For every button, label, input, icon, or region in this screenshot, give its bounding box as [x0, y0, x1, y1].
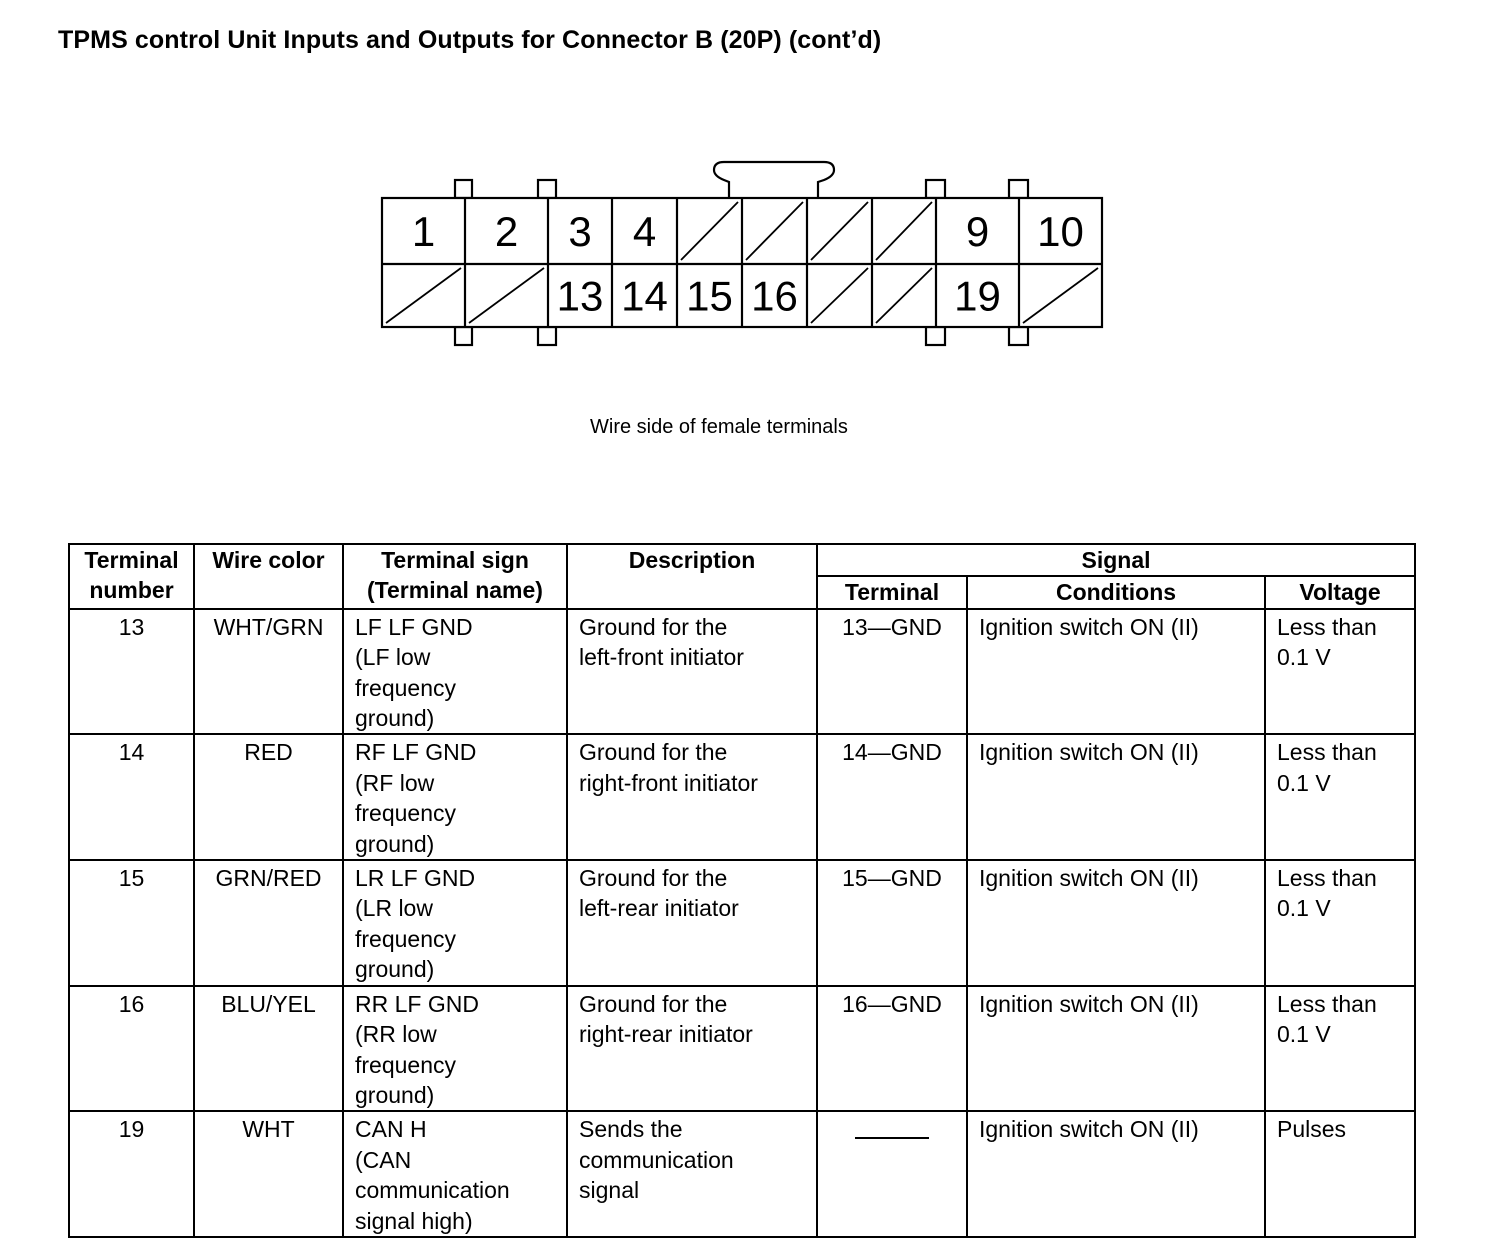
- cell-terminal-sign: [343, 734, 567, 860]
- connector-tab-top: [1009, 180, 1028, 198]
- cell-terminal-sign-line: ground): [355, 705, 435, 732]
- header-signal: Signal: [817, 544, 1415, 576]
- connector-tab-bottom: [455, 327, 472, 345]
- cell-description: [567, 609, 817, 735]
- cell-terminal-sign-line: (RR low: [355, 1021, 437, 1048]
- cell-terminal-sign-line: LR LF GND: [355, 865, 476, 892]
- cell-terminal-number: 16: [69, 986, 194, 1112]
- cell-description: [567, 986, 817, 1112]
- cell-voltage: [1265, 860, 1415, 986]
- connector-tab-top: [538, 180, 556, 198]
- cell-terminal-sign-line: frequency: [355, 1051, 457, 1078]
- cell-description-line: communication: [579, 1146, 734, 1173]
- terminal-label: 2: [494, 208, 519, 255]
- cell-voltage: [1265, 734, 1415, 860]
- cell-terminal-sign-line: ground): [355, 830, 435, 857]
- cell-signal-terminal: 13—GND: [817, 609, 967, 735]
- cell-terminal-sign-line: (CAN: [355, 1146, 412, 1173]
- cell-conditions: Ignition switch ON (II): [967, 860, 1265, 986]
- connector-tab-top: [926, 180, 945, 198]
- cell-wire-color: BLU/YEL: [194, 986, 343, 1112]
- cell-voltage: [1265, 1111, 1415, 1237]
- terminal-label: 13: [556, 272, 604, 320]
- connector-tab-bottom: [1009, 327, 1028, 345]
- cell-terminal-sign-line: ground): [355, 956, 435, 983]
- cell-voltage-line: 0.1 V: [1277, 644, 1331, 671]
- header-terminal-sign: Terminal sign (Terminal name): [343, 544, 567, 609]
- table-row: [69, 734, 1415, 860]
- terminal-label: 3: [568, 208, 592, 255]
- cell-terminal-sign-line: (LF low: [355, 644, 431, 671]
- cell-terminal-sign: [343, 986, 567, 1112]
- cell-terminal-sign-line: ground): [355, 1081, 435, 1108]
- terminal-label: 14: [621, 272, 668, 320]
- cell-description: [567, 860, 817, 986]
- header-terminal-number: Terminal number: [69, 544, 194, 609]
- cell-voltage-line: Less than: [1277, 865, 1377, 892]
- cell-terminal-sign-line: (RF low: [355, 769, 435, 796]
- cell-signal-terminal: 16—GND: [817, 986, 967, 1112]
- connector-diagram: [372, 156, 1112, 352]
- cell-terminal-sign-line: communication: [355, 1177, 510, 1204]
- cell-terminal-sign-line: frequency: [355, 925, 457, 952]
- header-signal-voltage: Voltage: [1265, 576, 1415, 608]
- cell-terminal-sign-line: RR LF GND: [355, 990, 479, 1017]
- table-row: [69, 609, 1415, 735]
- cell-wire-color: WHT: [194, 1111, 343, 1237]
- terminal-label: 10: [1037, 208, 1084, 255]
- connector-tab-top: [455, 180, 472, 198]
- terminal-label: 19: [954, 272, 1001, 320]
- cell-conditions: Ignition switch ON (II): [967, 609, 1265, 735]
- cell-signal-terminal: 15—GND: [817, 860, 967, 986]
- cell-conditions: Ignition switch ON (II): [967, 1111, 1265, 1237]
- page-title: TPMS control Unit Inputs and Outputs for Connector B (20P) (cont’d): [58, 26, 882, 54]
- cell-voltage-line: 0.1 V: [1277, 769, 1331, 796]
- header-signal-conditions: Conditions: [967, 576, 1265, 608]
- io-table: [68, 543, 1416, 1238]
- table-row: [69, 1111, 1415, 1237]
- cell-description-line: Ground for the: [579, 613, 728, 640]
- cell-terminal-sign-line: RF LF GND: [355, 739, 477, 766]
- cell-terminal-sign-line: frequency: [355, 800, 457, 827]
- cell-conditions: Ignition switch ON (II): [967, 986, 1265, 1112]
- terminal-label: 1: [411, 208, 436, 255]
- cell-voltage-line: Less than: [1277, 990, 1377, 1017]
- cell-description-line: right-rear initiator: [579, 1021, 753, 1048]
- cell-voltage-line: Pulses: [1277, 1116, 1347, 1143]
- cell-conditions: Ignition switch ON (II): [967, 734, 1265, 860]
- terminal-label: 16: [751, 272, 798, 320]
- cell-wire-color: WHT/GRN: [194, 609, 343, 735]
- cell-voltage-line: Less than: [1277, 739, 1377, 766]
- dash-line: [855, 1137, 929, 1139]
- cell-description-line: Ground for the: [579, 990, 728, 1017]
- table-row: [69, 986, 1415, 1112]
- cell-signal-terminal: [817, 1111, 967, 1237]
- connector-tab-bottom: [538, 327, 556, 345]
- header-wire-color: Wire color: [194, 544, 343, 609]
- cell-terminal-number: 19: [69, 1111, 194, 1237]
- cell-description: [567, 734, 817, 860]
- cell-voltage: [1265, 986, 1415, 1112]
- cell-description-line: Ground for the: [579, 865, 728, 892]
- cell-wire-color: GRN/RED: [194, 860, 343, 986]
- cell-terminal-sign-line: signal high): [355, 1207, 473, 1234]
- cell-description-line: signal: [579, 1177, 640, 1204]
- header-signal-terminal: Terminal: [817, 576, 967, 608]
- connector-latch: [714, 162, 834, 198]
- cell-terminal-number: 14: [69, 734, 194, 860]
- cell-voltage-line: 0.1 V: [1277, 895, 1331, 922]
- cell-terminal-sign: [343, 860, 567, 986]
- connector-caption: Wire side of female terminals: [590, 416, 848, 438]
- table-row: [69, 860, 1415, 986]
- cell-description-line: Sends the: [579, 1116, 683, 1143]
- cell-description-line: Ground for the: [579, 739, 728, 766]
- cell-terminal-sign-line: CAN H: [355, 1116, 427, 1143]
- cell-terminal-sign: [343, 1111, 567, 1237]
- cell-voltage: [1265, 609, 1415, 735]
- cell-terminal-sign-line: (LR low: [355, 895, 433, 922]
- cell-description-line: left-rear initiator: [579, 895, 739, 922]
- cell-voltage-line: Less than: [1277, 613, 1377, 640]
- terminal-label: 9: [965, 208, 990, 255]
- cell-terminal-number: 13: [69, 609, 194, 735]
- terminal-label: 4: [632, 208, 657, 255]
- header-description: Description: [567, 544, 817, 609]
- cell-wire-color: RED: [194, 734, 343, 860]
- cell-description-line: left-front initiator: [579, 644, 744, 671]
- cell-terminal-number: 15: [69, 860, 194, 986]
- cell-description: [567, 1111, 817, 1237]
- connector-tab-bottom: [926, 327, 945, 345]
- cell-terminal-sign-line: LF LF GND: [355, 613, 473, 640]
- cell-terminal-sign-line: frequency: [355, 674, 457, 701]
- cell-signal-terminal: 14—GND: [817, 734, 967, 860]
- terminal-label: 15: [686, 272, 733, 320]
- cell-voltage-line: 0.1 V: [1277, 1021, 1331, 1048]
- cell-description-line: right-front initiator: [579, 769, 758, 796]
- cell-terminal-sign: [343, 609, 567, 735]
